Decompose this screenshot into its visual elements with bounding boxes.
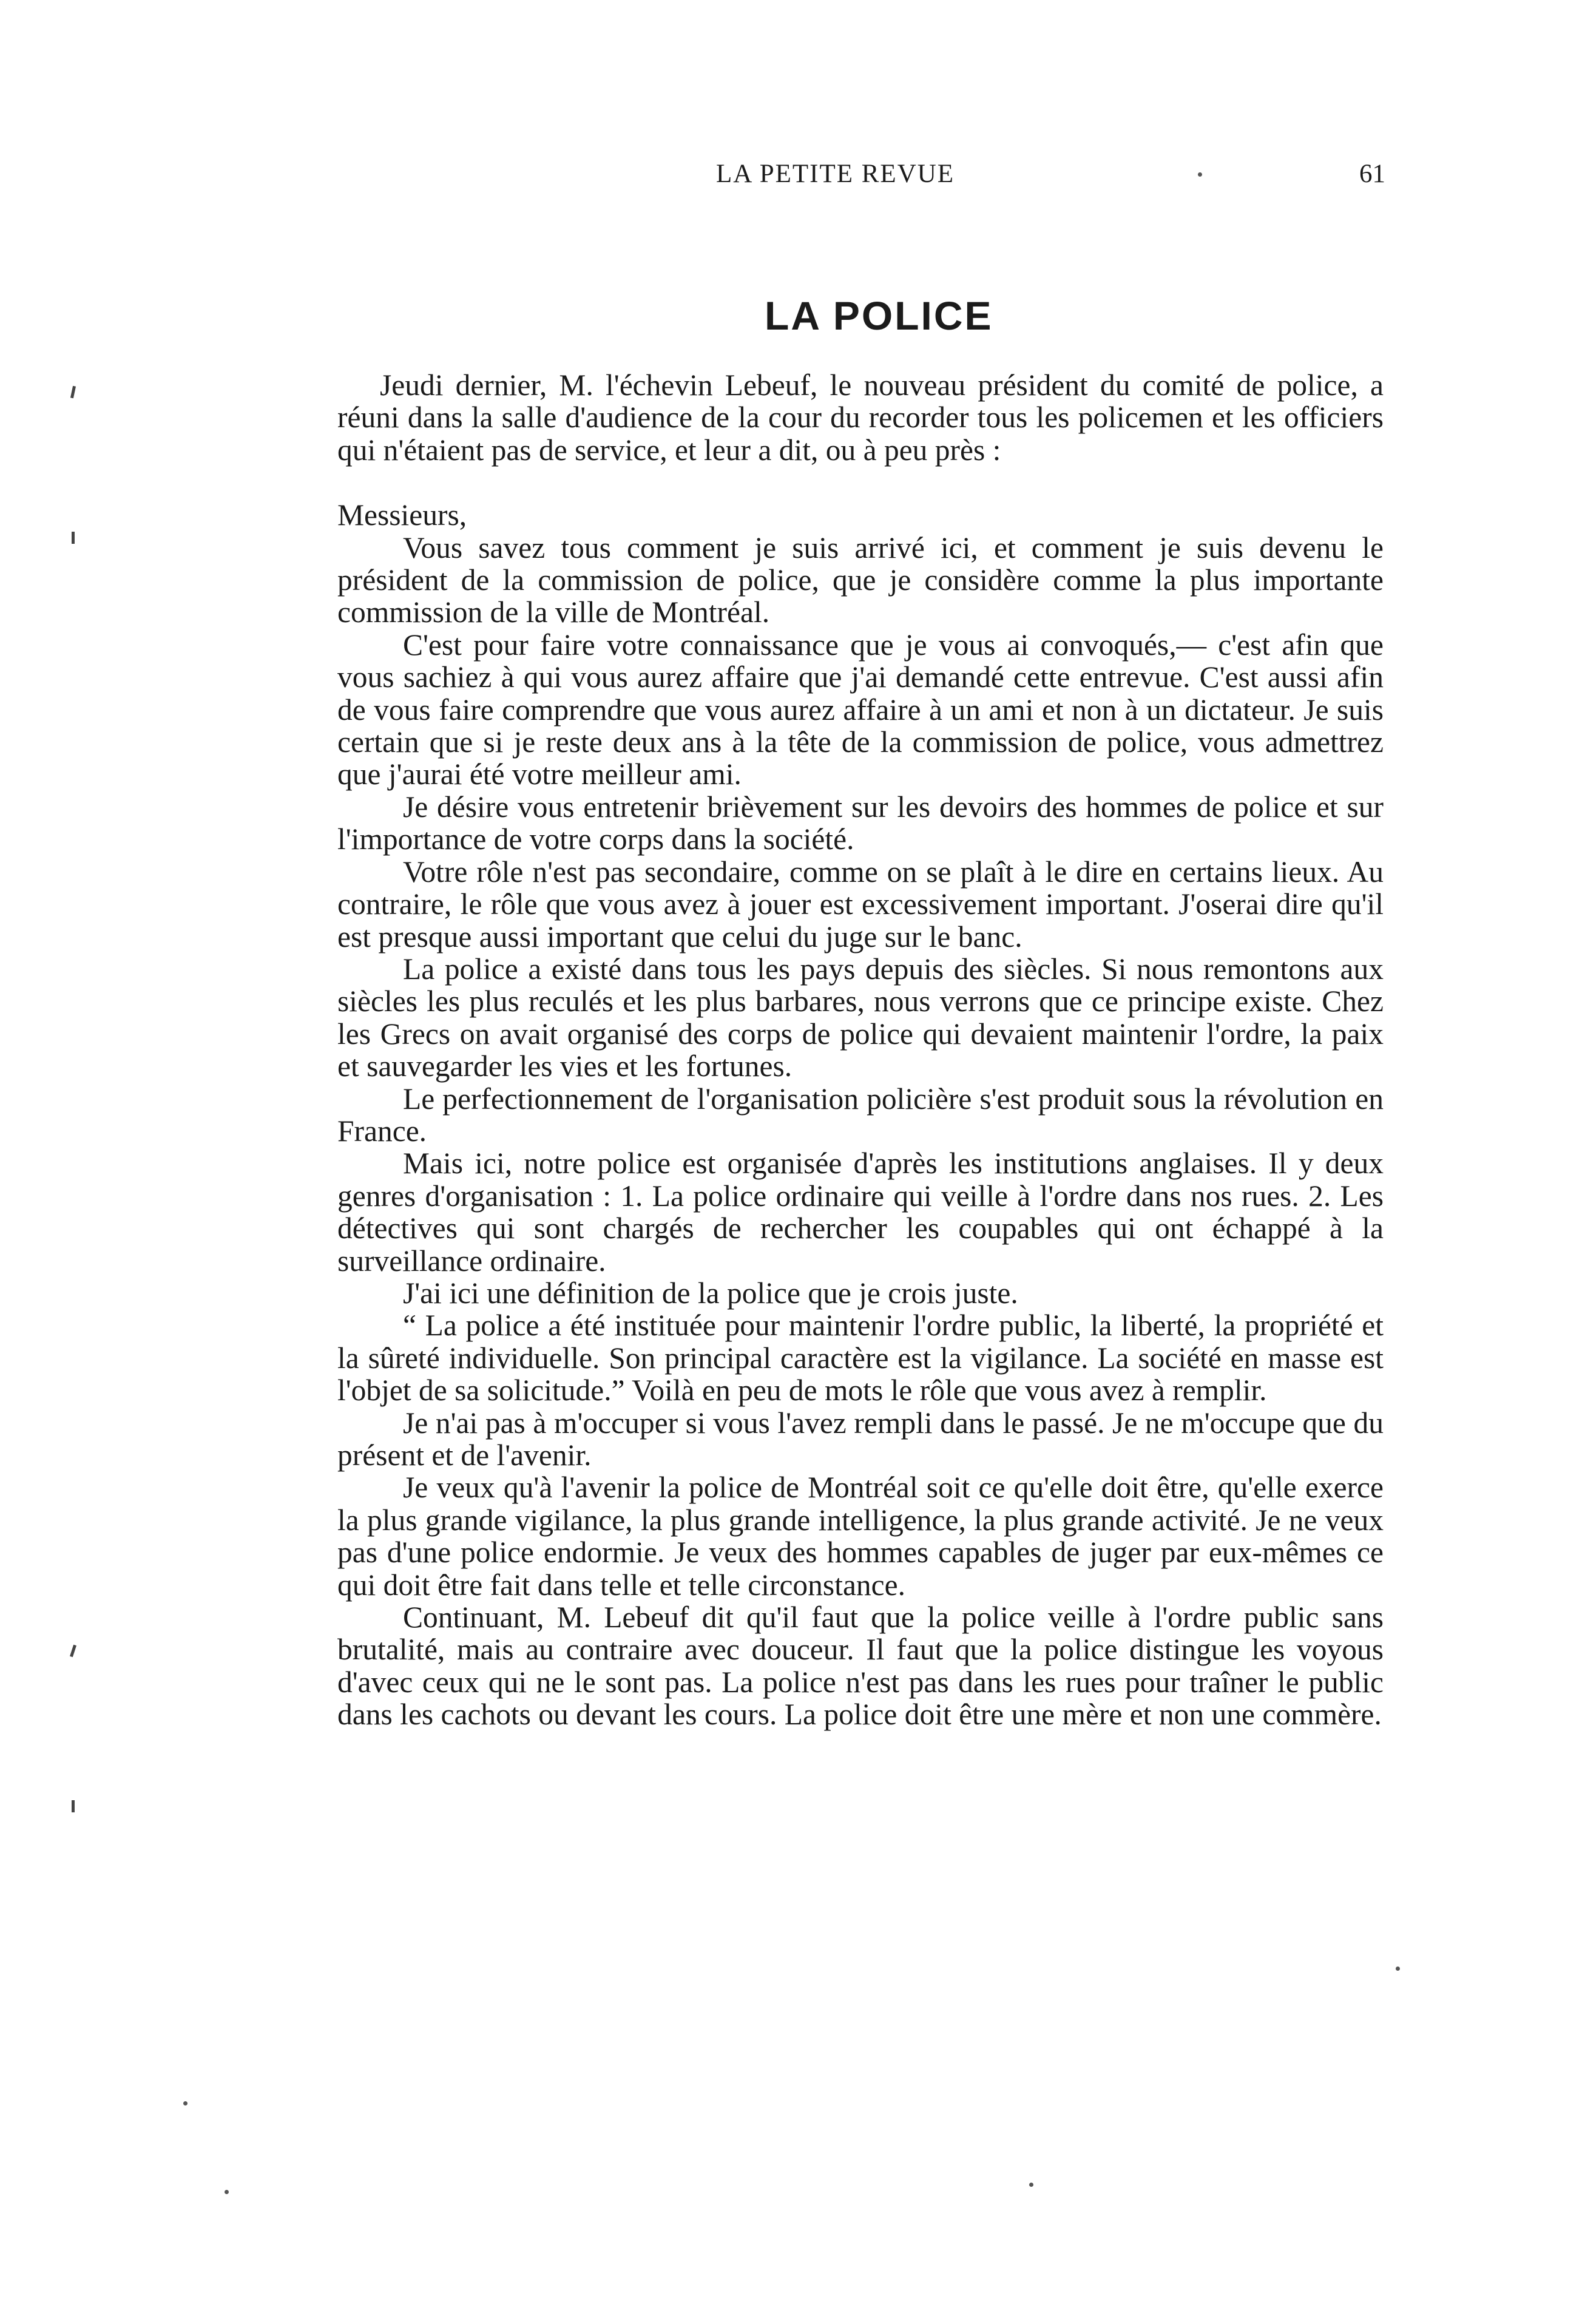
paragraph: Je désire vous entretenir brièvement sur les devoirs des hommes de police et sur l'importance de votre corps dans la société.	[337, 790, 1384, 856]
speck	[183, 2101, 188, 2105]
speck	[225, 2190, 229, 2194]
running-head: LA PETITE REVUE	[716, 160, 955, 188]
lead-paragraph: Jeudi dernier, M. l'échevin Lebeuf, le nouveau président du comité de police, a réuni dans la salle d'audience de la cour du recorder tous les policemen et les officiers qui n'étaient pas de service, et leur a dit, ou à peu près :	[337, 368, 1384, 467]
salutation: Messieurs,	[337, 498, 467, 532]
margin-mark	[70, 1645, 76, 1658]
paragraph: “ La police a été instituée pour maintenir l'ordre public, la liberté, la propriété et la sûreté individuelle. Son principal caractère est la vigilance. La société en masse est l'objet de sa solicitude.” Voilà en peu de mots le rôle que vous avez à remplir.	[337, 1309, 1384, 1408]
speck	[1198, 172, 1202, 177]
page-number: 61	[1359, 160, 1385, 188]
paragraph: Continuant, M. Lebeuf dit qu'il faut que la police veille à l'ordre public sans brutalité, mais au contraire avec douceur. Il faut que la police distingue les voyous d'avec ceux qui ne le sont pas. La police n'est pas dans les rues pour traîner le public dans les cachots ou devant les cours. La police doit être une mère et non une commère.	[337, 1601, 1384, 1732]
paragraph: J'ai ici une définition de la police que je crois juste.	[403, 1276, 1018, 1310]
speck	[1029, 2183, 1033, 2187]
article-body	[337, 369, 1384, 1731]
speck	[1396, 1967, 1400, 1971]
paragraph: C'est pour faire votre connaissance que je vous ai convoqués,— c'est afin que vous sachiez à qui vous aurez affaire que j'ai demandé cette entrevue. C'est aussi afin de vous faire comprendre que vous aurez affaire à un ami et non à un dictateur. Je suis certain que si je reste deux ans à la tête de la commission de police, vous admettrez que j'aurai été votre meilleur ami.	[337, 628, 1384, 791]
paragraph: Votre rôle n'est pas secondaire, comme on se plaît à le dire en certains lieux. Au contraire, le rôle que vous avez à jouer est excessivement important. J'oserai dire qu'il est presque aussi important que celui du juge sur le banc.	[337, 855, 1384, 954]
paragraph: Mais ici, notre police est organisée d'après les institutions anglaises. Il y deux genres d'organisation : 1. La police ordinaire qui veille à l'ordre dans nos rues. 2. Les détectives qui sont chargés de rechercher les coupables qui ont échappé à la surveillance ordinaire.	[337, 1147, 1384, 1278]
paragraph: Vous savez tous comment je suis arrivé ici, et comment je suis devenu le président de la commission de police, que je considère comme la plus importante commission de la ville de Montréal.	[337, 530, 1384, 629]
margin-mark	[70, 386, 76, 399]
paragraph: Je n'ai pas à m'occuper si vous l'avez rempli dans le passé. Je ne m'occupe que du présent et de l'avenir.	[337, 1406, 1384, 1472]
paragraph: La police a existé dans tous les pays depuis des siècles. Si nous remontons aux siècles les plus reculés et les plus barbares, nous verrons que ce principe existe. Chez les Grecs on avait organisé des corps de police qui devaient maintenir l'ordre, la paix et sauvegarder les vies et les fortunes.	[337, 952, 1384, 1083]
margin-mark	[72, 532, 75, 544]
article-title: LA POLICE	[765, 293, 993, 338]
margin-mark	[72, 1800, 75, 1812]
paragraph: Le perfectionnement de l'organisation policière s'est produit sous la révolution en France.	[337, 1082, 1384, 1148]
paragraph: Je veux qu'à l'avenir la police de Montréal soit ce qu'elle doit être, qu'elle exerce la plus grande vigilance, la plus grande intelligence, la plus grande activité. Je ne veux pas d'une police endormie. Je veux des hommes capables de juger par eux-mêmes ce qui doit être fait dans telle et telle circonstance.	[337, 1471, 1384, 1602]
